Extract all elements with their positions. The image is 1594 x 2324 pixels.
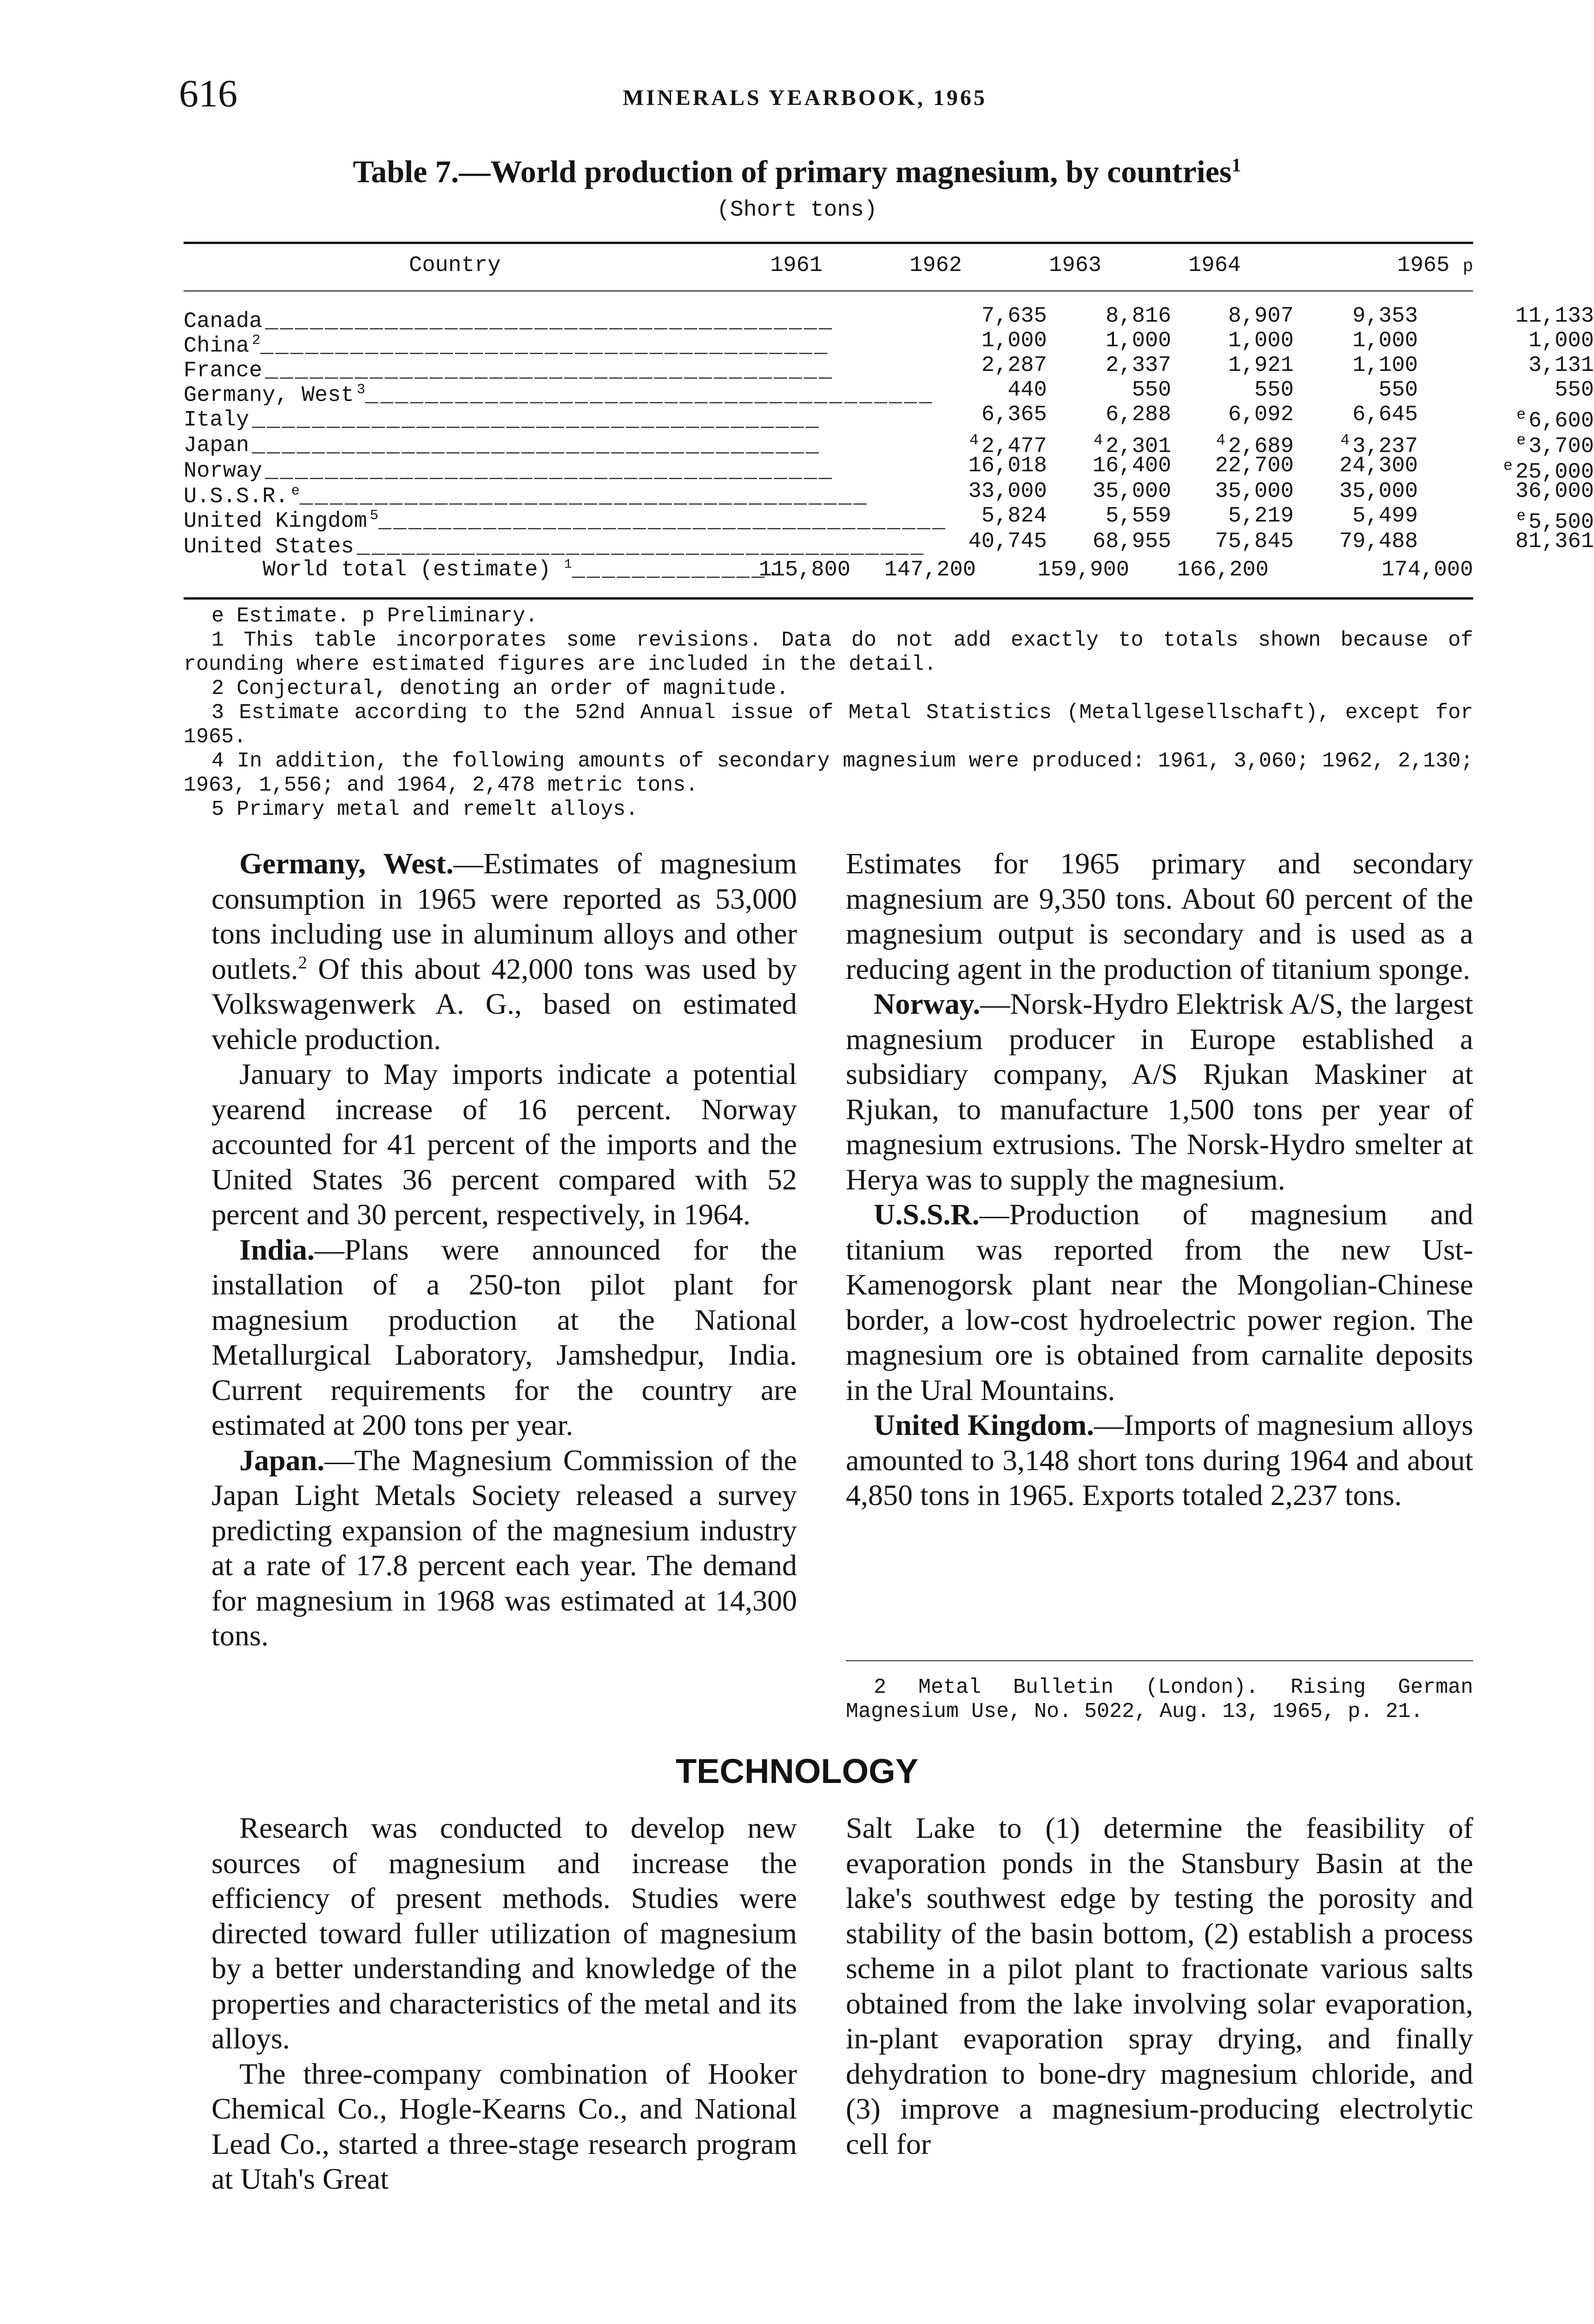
value: 1,000 bbox=[1528, 328, 1594, 353]
country-name: United Kingdom bbox=[184, 509, 367, 532]
world-total-text: World total (estimate) bbox=[263, 558, 551, 582]
country-cell: Canada ______________________________________ bbox=[184, 307, 947, 331]
value: 5,499 bbox=[1352, 503, 1418, 528]
value-cell bbox=[1171, 353, 1294, 381]
value-cell bbox=[1047, 328, 1172, 356]
value: 35,000 bbox=[1339, 479, 1418, 504]
value-cell bbox=[1047, 304, 1172, 331]
value: 16,400 bbox=[1092, 453, 1172, 478]
uk-text: —Imports of magnesium alloys amounted to 3,148 short tons during 1964 and about 4,850 tons in 1965. Exports totaled 2,237 tons. bbox=[846, 1408, 1473, 1512]
world-total-1964: 166,200 bbox=[1177, 558, 1269, 582]
value-cell bbox=[1047, 353, 1172, 381]
norway-text: —Norsk-Hydro Elektrisk A/S, the largest magnesium producer in Europe established a subsidiary company, A/S Rjukan Maskiner at Rjukan, to manufacture 1,500 tons per year of magnesium extrusions. The Norsk-Hydro smelter at Herya was to supply the magnesium. bbox=[846, 987, 1473, 1196]
world-total-1963: 159,900 bbox=[1037, 558, 1129, 582]
germany-paragraph bbox=[211, 846, 797, 1056]
value-cell bbox=[1294, 453, 1418, 482]
value-cell bbox=[947, 503, 1047, 532]
value-cell bbox=[947, 304, 1047, 331]
column-header-1965-year: 1965 bbox=[1397, 253, 1450, 278]
value: 24,300 bbox=[1339, 453, 1418, 478]
value: 5,500 bbox=[1528, 510, 1594, 535]
value: 3,237 bbox=[1352, 434, 1418, 459]
value: 550 bbox=[1254, 377, 1294, 403]
norway-heading: Norway. bbox=[874, 987, 981, 1020]
value: 11,133 bbox=[1515, 304, 1594, 329]
value: 550 bbox=[1132, 377, 1172, 403]
value: 6,365 bbox=[981, 402, 1047, 427]
value: 3,131 bbox=[1528, 353, 1594, 378]
table-note: 4 In addition, the following amounts of secondary magnesium were produced: 1961, 3,060; 1962, 2,130; 1963, 1,556; and 1964, 2,478 metric tons. bbox=[184, 749, 1473, 797]
value-cell bbox=[1171, 479, 1294, 507]
country-note: 3 bbox=[356, 382, 366, 398]
country-cell: Germany, West $^3$______________________________________ bbox=[184, 381, 947, 405]
table-title bbox=[0, 153, 1594, 190]
value-cell bbox=[947, 453, 1047, 482]
japan-text: —The Magnesium Commission of the Japan Light Metals Society released a survey predicting expansion of the magnesium industry at a rate of 17.8 percent each year. The demand for magnesium in 1968 was estimated at 14,300 tons. bbox=[211, 1443, 797, 1652]
technology-paragraph: Research was conducted to develop new sources of magnesium and increase the efficiency of present methods. Studies were directed toward fuller utilization of magnesium by a better understanding and knowledge of the properties and characteristics of the metal and its alloys. bbox=[211, 1811, 797, 2055]
germany-heading: Germany, West. bbox=[239, 847, 454, 880]
column-header-1964: 1964 bbox=[1188, 253, 1241, 278]
country-name: U.S.S.R. bbox=[184, 484, 289, 507]
value-cell bbox=[1418, 456, 1594, 485]
value-cell bbox=[1294, 431, 1418, 459]
value-cell bbox=[1294, 304, 1418, 331]
column-header-country: Country bbox=[409, 253, 501, 278]
technology-right-column bbox=[846, 1810, 1473, 2161]
value-cell bbox=[1418, 353, 1594, 381]
value: 22,700 bbox=[1215, 453, 1294, 478]
table-notes bbox=[184, 604, 1473, 822]
table-header-rule bbox=[184, 290, 1473, 291]
table-row bbox=[184, 356, 1594, 381]
country-note: 5 bbox=[369, 508, 379, 524]
value-cell bbox=[1047, 503, 1172, 532]
value: 2,337 bbox=[1106, 353, 1172, 378]
value-note: e bbox=[1503, 457, 1513, 475]
value: 3,700 bbox=[1528, 434, 1594, 459]
table-units: (Short tons) bbox=[717, 198, 877, 223]
country-name: France bbox=[184, 358, 263, 381]
ussr-text: —Production of magnesium and titanium was reported from the new Ust-Kamenogorsk plant near the Mongolian-Chinese border, a low-cost hydroelectric power region. The magnesium ore is obtained from carnalite deposits in the Ural Mountains. bbox=[846, 1198, 1473, 1406]
technology-left-column bbox=[211, 1810, 797, 2197]
value-cell bbox=[1294, 479, 1418, 507]
page-number: 616 bbox=[179, 72, 237, 115]
country-name: Germany, West bbox=[184, 383, 354, 405]
value: 2,287 bbox=[981, 353, 1047, 378]
value: 550 bbox=[1554, 377, 1594, 403]
japan-heading: Japan. bbox=[239, 1443, 325, 1477]
norway-paragraph bbox=[846, 986, 1473, 1197]
value-cell bbox=[1171, 503, 1294, 532]
column-header-1962: 1962 bbox=[909, 253, 962, 278]
value: 6,645 bbox=[1352, 402, 1418, 427]
value-cell bbox=[1047, 377, 1172, 405]
uk-heading: United Kingdom. bbox=[874, 1408, 1094, 1441]
value-note: e bbox=[1516, 507, 1526, 525]
value-note: 4 bbox=[1340, 431, 1350, 449]
value-cell bbox=[1171, 304, 1294, 331]
value: 1,000 bbox=[1106, 328, 1172, 353]
table-row bbox=[184, 331, 1594, 356]
estimates-paragraph: Estimates for 1965 primary and secondary magnesium are 9,350 tons. About 60 percent of the magnesium output is secondary and is used as a reducing agent in the production of titanium sponge. bbox=[846, 847, 1473, 985]
value-cell bbox=[1294, 353, 1418, 381]
value-cell bbox=[947, 353, 1047, 381]
world-total-1965: 174,000 bbox=[1381, 558, 1473, 582]
value: 1,100 bbox=[1352, 353, 1418, 378]
running-title: MINERALS YEARBOOK, 1965 bbox=[623, 86, 987, 110]
country-cell: U.S.S.R. $^e$______________________________________ bbox=[184, 482, 947, 507]
value-note: 4 bbox=[1216, 431, 1225, 449]
country-name: Japan bbox=[184, 433, 250, 456]
country-cell: Norway ______________________________________ bbox=[184, 456, 947, 482]
production-table bbox=[184, 304, 1594, 557]
value-note: 4 bbox=[1093, 431, 1103, 449]
column-header-1963: 1963 bbox=[1049, 253, 1101, 278]
value-cell bbox=[1418, 507, 1594, 535]
table-top-rule bbox=[184, 242, 1473, 244]
column-header-1965 bbox=[1338, 253, 1473, 278]
table-note: 1 This table incorporates some revisions. Data do not add exactly to totals shown because of rounding where estimated figures are included in the detail. bbox=[184, 628, 1473, 676]
world-total-label: World total (estimate) $^1$_____________. bbox=[263, 557, 782, 582]
column-header-1961: 1961 bbox=[770, 253, 823, 278]
value: 7,635 bbox=[981, 304, 1047, 329]
india-heading: India. bbox=[239, 1233, 315, 1266]
value-note: 4 bbox=[969, 431, 979, 449]
country-name: Canada bbox=[184, 309, 263, 331]
value-cell bbox=[1418, 304, 1594, 331]
table-note: 3 Estimate according to the 52nd Annual issue of Metal Statistics (Metallgesellschaft), except for 1965. bbox=[184, 701, 1473, 749]
japan-paragraph bbox=[211, 1443, 797, 1653]
value-cell bbox=[1294, 402, 1418, 431]
table-note: 2 Conjectural, denoting an order of magnitude. bbox=[211, 677, 789, 700]
value: 6,092 bbox=[1228, 402, 1294, 427]
value: 2,689 bbox=[1228, 434, 1294, 459]
ussr-heading: U.S.S.R. bbox=[874, 1198, 980, 1231]
value: 6,600 bbox=[1528, 409, 1594, 434]
imports-paragraph: January to May imports indicate a potential yearend increase of 16 percent. Norway accounted for 41 percent of the imports and the United States 36 percent compared with 52 percent and 30 percent, respectively, in 1964. bbox=[211, 1057, 797, 1231]
country-cell: Italy ______________________________________ bbox=[184, 405, 947, 431]
table-note: e Estimate. p Preliminary. bbox=[211, 604, 538, 628]
table-row bbox=[184, 507, 1594, 532]
value-cell bbox=[1047, 453, 1172, 482]
value: 40,745 bbox=[968, 529, 1047, 554]
table-row bbox=[184, 456, 1594, 482]
value: 16,018 bbox=[968, 453, 1047, 478]
world-total-1961: 115,800 bbox=[758, 558, 850, 582]
table-row bbox=[184, 482, 1594, 507]
value: 2,477 bbox=[981, 434, 1047, 459]
value-cell bbox=[1294, 529, 1418, 557]
germany-text-2: Of this about 42,000 tons was used by Volkswagenwerk A. G., based on estimated vehicle production. bbox=[211, 952, 797, 1056]
value-cell bbox=[1047, 479, 1172, 507]
technology-paragraph: The three-company combination of Hooker Chemical Co., Hogle-Kearns Co., and National Lead Co., started a three-stage research program at Utah's Great bbox=[211, 2057, 797, 2195]
table-title-note: 1 bbox=[1232, 154, 1241, 176]
value-cell bbox=[1047, 529, 1172, 557]
value-cell bbox=[1171, 431, 1294, 459]
value: 1,000 bbox=[1228, 328, 1294, 353]
value: 5,824 bbox=[981, 503, 1047, 528]
world-total-1962: 147,200 bbox=[884, 558, 976, 582]
value-cell bbox=[1418, 377, 1594, 405]
germany-text: —Estimates of magnesium consumption in 1965 were reported as 53,000 tons including use in aluminum alloys and other outlets. bbox=[211, 847, 797, 985]
value: 440 bbox=[1008, 377, 1047, 403]
value-cell bbox=[1171, 328, 1294, 356]
value: 1,000 bbox=[1352, 328, 1418, 353]
country-note: e bbox=[291, 483, 300, 499]
value-cell bbox=[1418, 431, 1594, 459]
value-cell bbox=[1171, 377, 1294, 405]
value-note: e bbox=[1516, 431, 1526, 449]
value-cell bbox=[947, 529, 1047, 557]
table-row bbox=[184, 381, 1594, 405]
table-bottom-rule bbox=[184, 597, 1473, 600]
value: 79,488 bbox=[1339, 529, 1418, 554]
value: 8,907 bbox=[1228, 304, 1294, 329]
india-paragraph bbox=[211, 1232, 797, 1443]
value: 35,000 bbox=[1215, 479, 1294, 504]
value-note: e bbox=[1516, 406, 1526, 423]
germany-ref: 2 bbox=[298, 953, 307, 973]
technology-paragraph: Salt Lake to (1) determine the feasibility of evaporation ponds in the Stansbury Basin at the lake's southwest edge by testing the porosity and stability of the basin bottom, (2) establish a process scheme in a pilot plant to fractionate various salts obtained from the lake involving solar evaporation, in-plant evaporation spray drying, and finally dehydration to bone-dry magnesium chloride, and (3) improve a magnesium-producing electrolytic cell for bbox=[846, 1811, 1473, 2160]
value: 550 bbox=[1378, 377, 1418, 403]
value-cell bbox=[947, 377, 1047, 405]
table-row bbox=[184, 431, 1594, 456]
table-row bbox=[184, 405, 1594, 431]
value-cell bbox=[1171, 529, 1294, 557]
value: 1,921 bbox=[1228, 353, 1294, 378]
value: 35,000 bbox=[1092, 479, 1172, 504]
value: 68,955 bbox=[1092, 529, 1172, 554]
value-cell bbox=[1047, 431, 1172, 459]
technology-heading: TECHNOLOGY bbox=[675, 1752, 919, 1790]
footnote-rule bbox=[846, 1660, 1473, 1661]
value: 5,219 bbox=[1228, 503, 1294, 528]
value-cell bbox=[1294, 503, 1418, 532]
country-note: 2 bbox=[252, 332, 261, 349]
value: 1,000 bbox=[981, 328, 1047, 353]
value-cell bbox=[1294, 328, 1418, 356]
table-row bbox=[184, 307, 1594, 331]
country-cell: China $^2$______________________________________ bbox=[184, 331, 947, 356]
footnote: 2 Metal Bulletin (London). Rising German Magnesium Use, No. 5022, Aug. 13, 1965, p. 21. bbox=[846, 1676, 1473, 1723]
table-note: 5 Primary metal and remelt alloys. bbox=[211, 798, 639, 821]
value-cell bbox=[1294, 377, 1418, 405]
value-cell bbox=[947, 479, 1047, 507]
value: 8,816 bbox=[1106, 304, 1172, 329]
table-title-text: Table 7.—World production of primary magnesium, by countries bbox=[353, 154, 1232, 189]
country-name: Italy bbox=[184, 408, 250, 431]
country-cell: United States ______________________________________ bbox=[184, 532, 947, 557]
value-cell bbox=[1171, 453, 1294, 482]
country-cell: France ______________________________________ bbox=[184, 356, 947, 381]
right-column bbox=[846, 846, 1473, 1513]
preliminary-mark: p bbox=[1462, 257, 1473, 277]
value: 5,559 bbox=[1106, 503, 1172, 528]
value-cell bbox=[947, 431, 1047, 459]
country-name: China bbox=[184, 334, 250, 356]
country-name: Norway bbox=[184, 459, 263, 482]
value: 9,353 bbox=[1352, 304, 1418, 329]
value-cell bbox=[1047, 402, 1172, 431]
value-cell bbox=[1171, 402, 1294, 431]
value: 25,000 bbox=[1515, 460, 1594, 485]
value: 2,301 bbox=[1106, 434, 1172, 459]
value: 6,288 bbox=[1106, 402, 1172, 427]
value-cell bbox=[1418, 328, 1594, 356]
india-text: —Plans were announced for the installation of a 250-ton pilot plant for magnesium production at the National Metallurgical Laboratory, Jamshedpur, India. Current requirements for the country are estimated at 200 tons per year. bbox=[211, 1233, 797, 1441]
table-row bbox=[184, 532, 1594, 557]
value: 33,000 bbox=[968, 479, 1047, 504]
left-column bbox=[211, 846, 797, 1653]
value-cell bbox=[1418, 529, 1594, 557]
value-cell bbox=[1418, 405, 1594, 434]
uk-paragraph bbox=[846, 1407, 1473, 1513]
value: 36,000 bbox=[1515, 479, 1594, 504]
value: 81,361 bbox=[1515, 529, 1594, 554]
value-cell bbox=[1418, 479, 1594, 507]
ussr-paragraph bbox=[846, 1197, 1473, 1407]
value-cell bbox=[947, 328, 1047, 356]
country-cell: United Kingdom $^5$______________________________________ bbox=[184, 507, 947, 532]
value: 75,845 bbox=[1215, 529, 1294, 554]
country-cell: Japan ______________________________________ bbox=[184, 431, 947, 456]
country-name: United States bbox=[184, 535, 354, 557]
world-total-note: 1 bbox=[564, 557, 572, 572]
value-cell bbox=[947, 402, 1047, 431]
